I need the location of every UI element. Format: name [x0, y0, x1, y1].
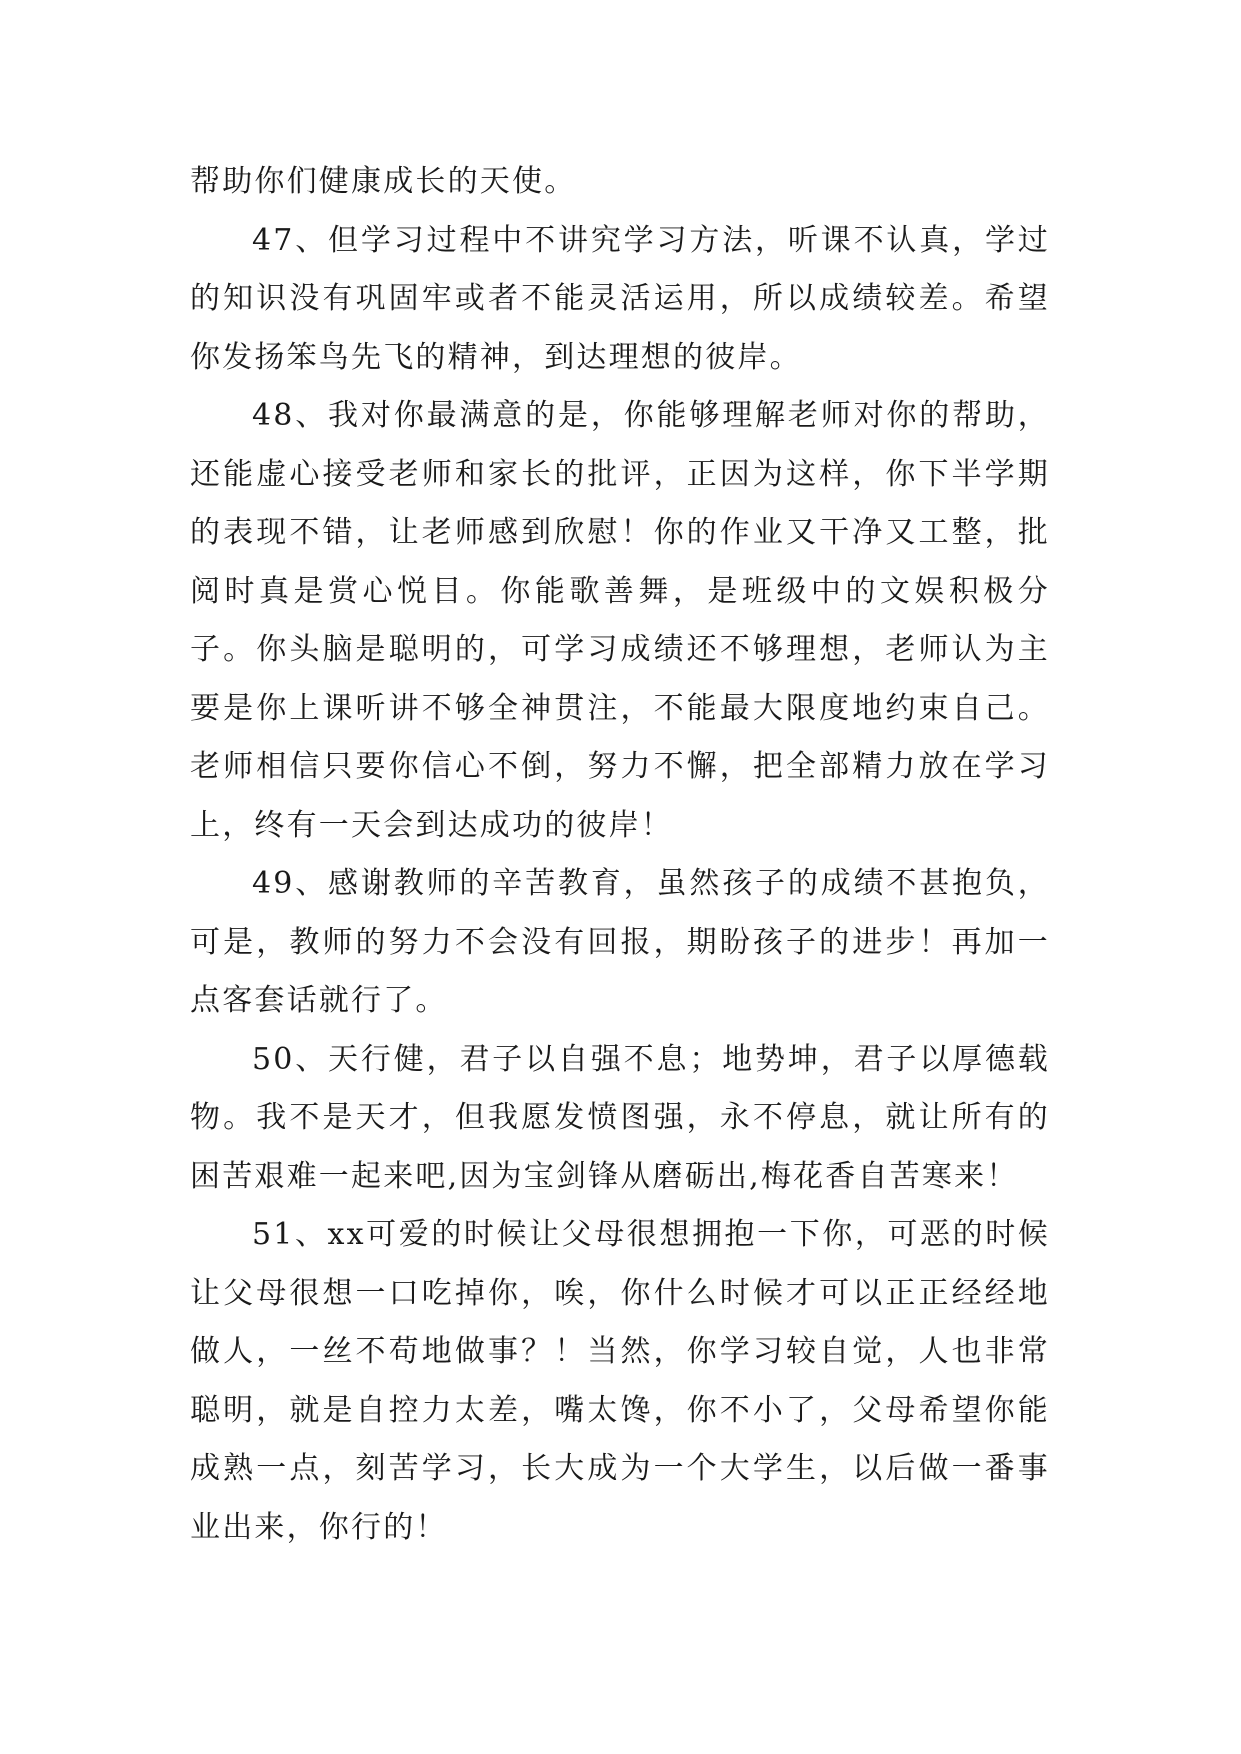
paragraph-48: 48、我对你最满意的是，你能够理解老师对你的帮助，还能虚心接受老师和家长的批评，正因为这样，你下半学期的表现不错，让老师感到欣慰！你的作业又干净又工整，批阅时真是赏心悦目。你能歌善舞，是班级中的文娱积极分子。你头脑是聪明的，可学习成绩还不够理想，老师认为主要是你上课听讲不够全神贯注，不能最大限度地约束自己。老师相信只要你信心不倒，努力不懈，把全部精力放在学习上，终有一天会到达成功的彼岸！ [190, 398, 1050, 843]
paragraph-49: 49、感谢教师的辛苦教育，虽然孩子的成绩不甚抱负，可是，教师的努力不会没有回报，期盼孩子的进步！再加一点客套话就行了。 [190, 866, 1050, 1018]
paragraph-continuation: 帮助你们健康成长的天使。 [190, 164, 577, 199]
document-body [190, 153, 1050, 1557]
paragraph-50: 50、天行健，君子以自强不息；地势坤，君子以厚德载物。我不是天才，但我愿发愤图强，永不停息，就让所有的困苦艰难一起来吧,因为宝剑锋从磨砺出,梅花香自苦寒来！ [190, 1041, 1050, 1194]
paragraph-47: 47、但学习过程中不讲究学习方法，听课不认真，学过的知识没有巩固牢或者不能灵活运用，所以成绩较差。希望你发扬笨鸟先飞的精神，到达理想的彼岸。 [190, 222, 1050, 375]
paragraph-51: 51、xx可爱的时候让父母很想拥抱一下你，可恶的时候让父母很想一口吃掉你，唉，你什么时候才可以正正经经地做人，一丝不苟地做事？！当然，你学习较自觉，人也非常聪明，就是自控力太差，嘴太馋，你不小了，父母希望你能成熟一点，刻苦学习，长大成为一个大学生，以后做一番事业出来，你行的！ [190, 1217, 1050, 1545]
